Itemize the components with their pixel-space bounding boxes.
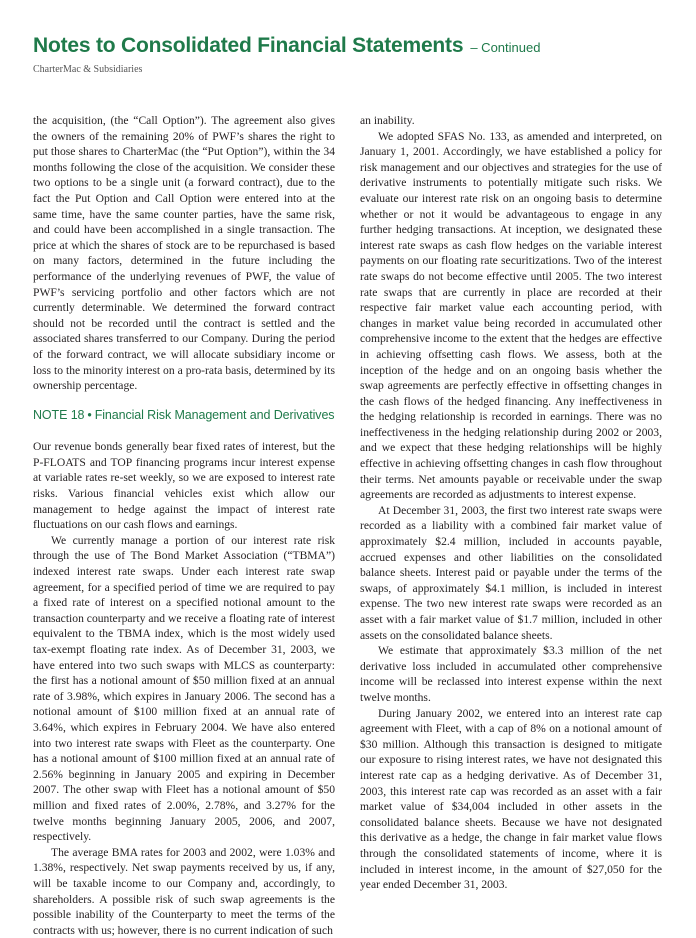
- page-title-line: [33, 34, 673, 58]
- paragraph: We adopted SFAS No. 133, as amended and interpreted, on January 1, 2001. Accordingly, we have established a policy for risk management and our objectives and strategies for the use of derivative instruments to potentially mitigate such risks. We evaluate our interest rate risk on an ongoing basis to determine whether or not it would be advantageous to engage in any further hedging transactions. At inception, we designated these interest rate swaps as cash flow hedges on the variable interest payments on our floating rate securitizations. Two of the interest rate swaps do not become effective until 2005. The two interest rate swaps that are currently in place are recorded at their respective fair market value each accounting period, with changes in market value being recorded in accumulated other comprehensive income to the extent that the hedges are effective in achieving offsetting cash flows. We assess, both at the inception of the hedge and on an ongoing basis whether the swap agreements are perfectly effective in offsetting changes in the cash flows of the hedged financing. Any ineffectiveness in the hedging relationship is recorded in earnings. There was no ineffectiveness in the hedging relationship during 2002 or 2003, and we expect that these hedging relationships will be highly effective in achieving offsetting changes in cash flow throughout their terms. Net amounts payable or receivable under the swap agreements are recorded as adjustments to interest expense.: [360, 129, 662, 502]
- left-column: [33, 113, 335, 938]
- bullet-icon: •: [87, 407, 92, 422]
- right-column: [360, 113, 662, 893]
- page-header: [33, 34, 673, 75]
- note-heading: [33, 408, 335, 424]
- paragraph: Our revenue bonds generally bear fixed rates of interest, but the P-FLOATS and TOP financing programs incur interest expense at variable rates re-set weekly, so we are exposed to interest rate risks. Various financial vehicles exist which allow our management to hedge against the impact of interest rate fluctuations on our cash flows and earnings.: [33, 440, 335, 532]
- note-number: NOTE 18: [33, 407, 85, 422]
- paragraph: We currently manage a portion of our interest rate risk through the use of The Bond Market Association (“TBMA”) indexed interest rate swaps. Under each interest rate swap agreement, for a specified period of time we are required to pay a fixed rate of interest on a specified notional amount to the transaction counterparty and we receive a floating rate of interest equivalent to the TBMA index, which is the most widely used tax-exempt floating rate index. As of December 31, 2003, we have entered into two such swaps with MLCS as counterparty: the first has a notional amount of $50 million fixed at an annual rate of 3.98%, which expires in January 2006. The second has a notional amount of $100 million fixed at an annual rate of 3.64%, which expires in February 2004. We have also entered into two interest rate swaps with Fleet as the counterparty. One has a notional amount of $100 million fixed at an annual rate of 2.56% beginning in January 2005 and expiring in December 2007. The other swap with Fleet has a notional amount of $50 million and fixed rates of 2.00%, 2.78%, and 3.27% for the twelve months beginning January 2005, 2006, and 2007, respectively.: [33, 533, 335, 844]
- company-subtitle: CharterMac & Subsidiaries: [33, 64, 143, 75]
- note-title: Financial Risk Management and Derivatives: [94, 407, 335, 422]
- paragraph: the acquisition, (the “Call Option”). The agreement also gives the owners of the remaining 20% of PWF’s shares the right to put those shares to CharterMac (the “Put Option”), within the 34 months following the close of the acquisition. We consider these two options to be a single unit (a forward contract), due to the fact the Put Option and Call Option were entered into at the same time, have the same counter parties, have the same risk, and could have been accomplished in a single transaction. The price at which the shares of stock are to be repurchased is based on many factors, determined in the future including the performance of the underlying revenues of PWF, the value of PWF’s servicing portfolio and other factors which are not currently determinable. We determined the forward contract should not be recorded until the contract is settled and the associated shares transferred to our Company. During the period of the forward contract, we will allocate subsidiary income or loss to the minority interest on a pro-rata basis, determined by its ownership percentage.: [33, 114, 335, 393]
- paragraph: We estimate that approximately $3.3 million of the net derivative loss included in accumulated other comprehensive income will be reclassed into interest expense within the next twelve months.: [360, 644, 662, 704]
- paragraph: an inability.: [360, 114, 415, 127]
- page-title: Notes to Consolidated Financial Statements: [33, 34, 464, 57]
- paragraph: The average BMA rates for 2003 and 2002, were 1.03% and 1.38%, respectively. Net swap payments received by us, if any, will be taxable income to our Company and, accordingly, to shareholders. A possible risk of such swap agreements is the possible inability of the Counterparty to meet the terms of the contracts with us; however, there is no current indication of such: [33, 845, 335, 937]
- paragraph: At December 31, 2003, the first two interest rate swaps were recorded as a liability with a combined fair market value of approximately $2.4 million, included in accounts payable, accrued expenses and other liabilities on the consolidated balance sheets. Interest paid or payable under the terms of the swaps, of approximately $4.1 million, is included in interest expense. The two new interest rate swaps were recorded as an asset with a fair market value of $1.7 million, included in other assets on the consolidated balance sheets.: [360, 503, 662, 642]
- paragraph: During January 2002, we entered into an interest rate cap agreement with Fleet, with a cap of 8% on a notional amount of $30 million. Although this transaction is designed to mitigate our exposure to rising interest rates, we have not designated this interest rate cap as a hedging derivative. As of December 31, 2003, this interest rate cap was recorded as an asset with a fair market value of $34,004 included in other assets in the consolidated balance sheets. Because we have not designated this derivative as a hedge, the change in fair market value flows through the consolidated statements of income, where it is included in interest income, in the amount of $27,050 for the year ended December 31, 2003.: [360, 706, 662, 892]
- continued-label: – Continued: [470, 40, 541, 55]
